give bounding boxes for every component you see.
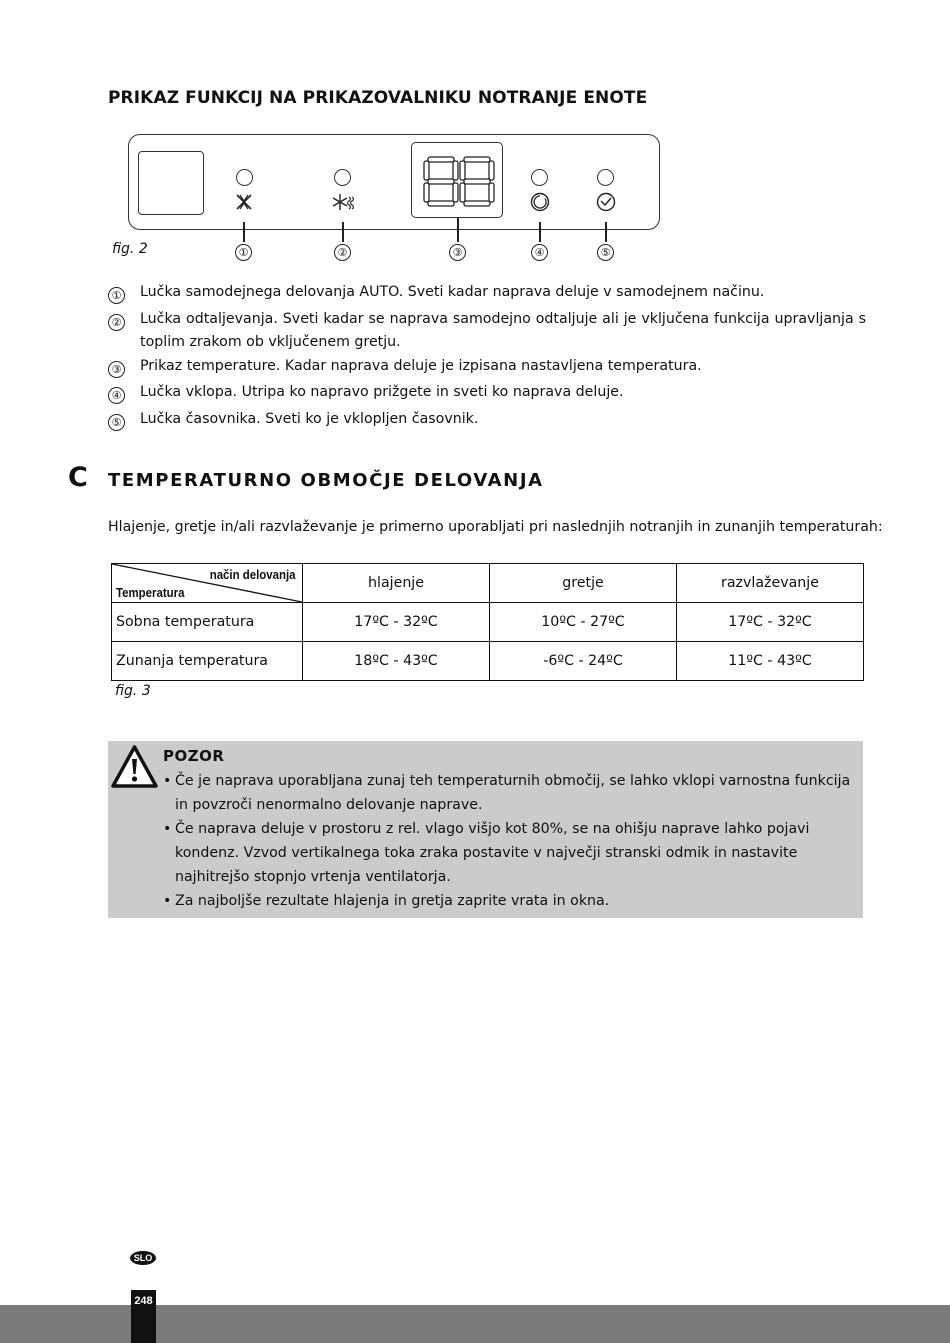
marker-3: ③ bbox=[449, 244, 466, 261]
panel-outline bbox=[128, 134, 660, 230]
column-header: hlajenje bbox=[303, 564, 490, 603]
page-heading: PRIKAZ FUNKCIJ NA PRIKAZOVALNIKU NOTRANJE ENOTE bbox=[108, 88, 648, 108]
marker-line-5 bbox=[605, 222, 607, 242]
table-cell: 10ºC - 27ºC bbox=[490, 603, 677, 642]
section-title: TEMPERATURNO OBMOČJE DELOVANJA bbox=[108, 470, 544, 491]
marker-2: ② bbox=[334, 244, 351, 261]
legend-text: Prikaz temperature. Kadar naprava deluje je izpisana nastavljena temperatura. bbox=[140, 357, 702, 374]
receiver-window bbox=[138, 151, 204, 215]
warning-title: POZOR bbox=[163, 747, 225, 765]
table-row bbox=[112, 603, 864, 642]
corner-bottom-label: Temperatura bbox=[116, 585, 185, 600]
corner-top-label: način delovanja bbox=[210, 567, 296, 582]
legend-text: Lučka odtaljevanja. Sveti kadar se naprava samodejno odtaljuje ali je vključena funkcija upravljanja s toplim zrakom ob vključenem gretju. bbox=[140, 310, 866, 350]
legend-text: Lučka vklopa. Utripa ko napravo prižgete in sveti ko naprava deluje. bbox=[140, 384, 624, 400]
table-cell: 11ºC - 43ºC bbox=[677, 642, 864, 681]
warning-item: • Za najboljše rezultate hlajenja in gretja zaprite vrata in okna. bbox=[163, 889, 853, 913]
legend-text: Lučka časovnika. Sveti ko je vklopljen časovnik. bbox=[140, 410, 479, 427]
marker-4: ④ bbox=[531, 244, 548, 261]
power-icon bbox=[530, 192, 550, 212]
defrost-icon bbox=[330, 192, 356, 212]
display-legend bbox=[108, 281, 866, 434]
legend-number: ③ bbox=[108, 361, 125, 378]
table-row bbox=[112, 642, 864, 681]
timer-indicator-light bbox=[597, 169, 614, 186]
table-cell: 18ºC - 43ºC bbox=[303, 642, 490, 681]
column-header: gretje bbox=[490, 564, 677, 603]
marker-line-1 bbox=[243, 222, 245, 242]
auto-icon bbox=[234, 192, 254, 212]
marker-line-4 bbox=[539, 222, 541, 242]
timer-icon bbox=[596, 192, 616, 212]
warning-text: Če je naprava uporabljana zunaj teh temperaturnih območij, se lahko vklopi varnostna funkcija in povzroči nenormalno delovanje naprave. bbox=[175, 773, 851, 813]
table-cell: -6ºC - 24ºC bbox=[490, 642, 677, 681]
warning-item: • Če je naprava uporabljana zunaj teh temperaturnih območij, se lahko vklopi varnostna funkcija in povzroči nenormalno delovanje naprave. bbox=[163, 769, 853, 817]
column-header: razvlaževanje bbox=[677, 564, 864, 603]
warning-text: Če naprava deluje v prostoru z rel. vlago višjo kot 80%, se na ohišju naprave lahko pojavi kondenz. Vzvod vertikalnega toka zraka postavite v največji stranski odmik in nastavite najhitrejšo stopnjo vrtenja ventilatorja. bbox=[175, 821, 810, 885]
legend-text: Lučka samodejnega delovanja AUTO. Sveti kadar naprava deluje v samodejnem načinu. bbox=[140, 284, 765, 300]
legend-number: ① bbox=[108, 287, 125, 304]
seven-segment-digits bbox=[412, 143, 501, 216]
temperature-display bbox=[411, 142, 503, 218]
warning-item: • Če naprava deluje v prostoru z rel. vlago višjo kot 80%, se na ohišju naprave lahko pojavi kondenz. Vzvod vertikalnega toka zraka postavite v največji stranski odmik in nastavite najhitrejšo stopnjo vrtenja ventilatorja. bbox=[163, 817, 853, 889]
legend-number: ⑤ bbox=[108, 414, 125, 431]
marker-1: ① bbox=[235, 244, 252, 261]
section-letter: C bbox=[68, 462, 88, 493]
power-indicator-light bbox=[531, 169, 548, 186]
page-number: 248 bbox=[131, 1290, 156, 1343]
legend-item bbox=[108, 408, 866, 435]
marker-line-3 bbox=[457, 218, 459, 242]
table-cell: 17ºC - 32ºC bbox=[303, 603, 490, 642]
temperature-range-table bbox=[111, 563, 864, 681]
warning-list bbox=[163, 769, 853, 913]
warning-text: Za najboljše rezultate hlajenja in gretja zaprite vrata in okna. bbox=[175, 893, 610, 909]
legend-item bbox=[108, 381, 866, 408]
legend-number: ② bbox=[108, 314, 125, 331]
auto-indicator-light bbox=[236, 169, 253, 186]
defrost-indicator-light bbox=[334, 169, 351, 186]
warning-triangle-icon bbox=[111, 745, 158, 789]
row-label: Sobna temperatura bbox=[112, 603, 303, 642]
legend-item bbox=[108, 308, 866, 355]
legend-item bbox=[108, 355, 866, 382]
figure-3-caption: fig. 3 bbox=[115, 683, 151, 699]
legend-item bbox=[108, 281, 866, 308]
marker-5: ⑤ bbox=[597, 244, 614, 261]
language-badge: SLO bbox=[130, 1251, 156, 1265]
legend-number: ④ bbox=[108, 387, 125, 404]
figure-2-caption: fig. 2 bbox=[112, 241, 148, 257]
section-intro: Hlajenje, gretje in/ali razvlaževanje je primerno uporabljati pri naslednjih notranjih in zunanjih temperaturah: bbox=[108, 519, 883, 535]
row-label: Zunanja temperatura bbox=[112, 642, 303, 681]
table-header-row bbox=[112, 564, 864, 603]
marker-line-2 bbox=[342, 222, 344, 242]
table-cell: 17ºC - 32ºC bbox=[677, 603, 864, 642]
table-corner-cell bbox=[112, 564, 303, 603]
